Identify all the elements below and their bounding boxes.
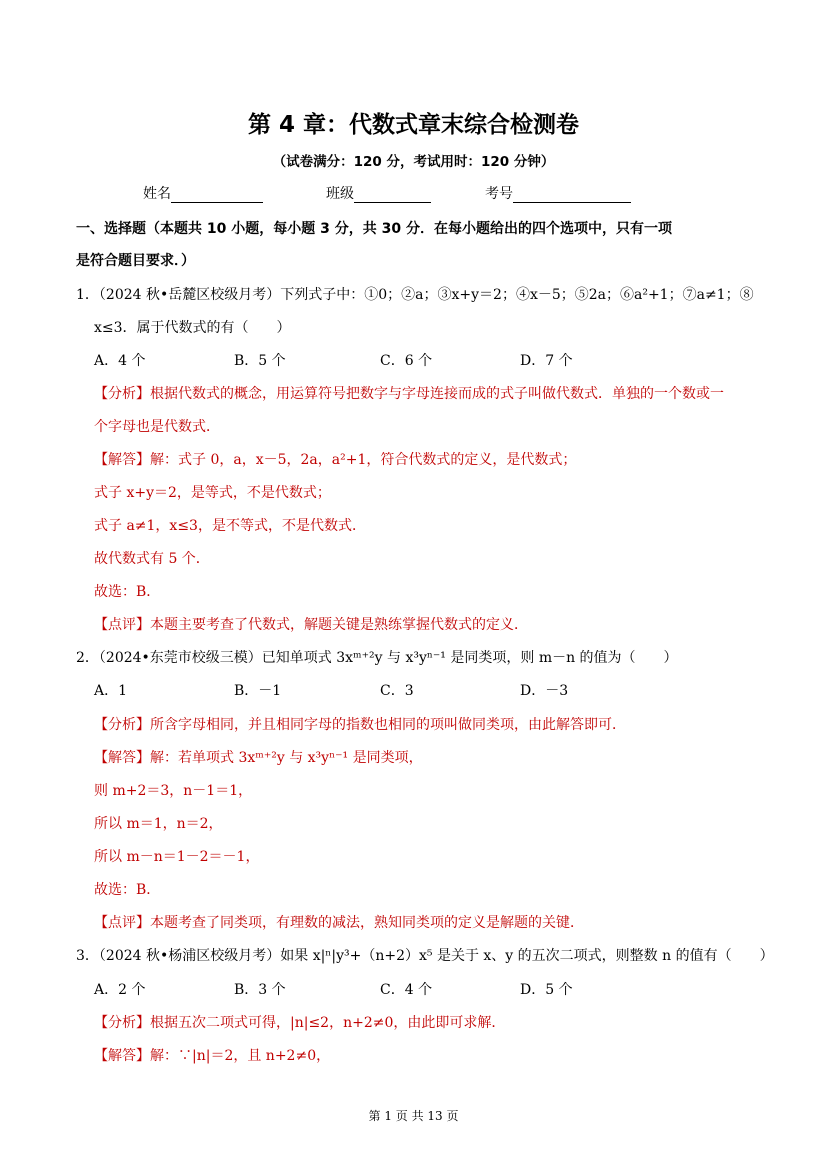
section-heading-line2: 是符合题目要求．） <box>76 253 195 269</box>
q3-analysis-line1: 【分析】根据五次二项式可得，|n|≤2，n+2≠0，由此即可求解． <box>94 1015 506 1031</box>
section-heading-line1: 一、选择题（本题共 10 小题，每小题 3 分，共 30 分．在每小题给出的四个选项中，只有一项 <box>76 221 672 237</box>
number-blank <box>513 186 631 203</box>
q1-option-a: A．4 个 <box>94 353 146 369</box>
q1-solution-line1: 【解答】解：式子 0，a，x－5，2a，a²+1，符合代数式的定义，是代数式； <box>94 452 577 468</box>
q1-solution-line3: 式子 a≠1，x≤3，是不等式，不是代数式． <box>94 518 366 534</box>
q1-option-d: D．7 个 <box>520 353 573 369</box>
q1-option-c: C．6 个 <box>380 353 433 369</box>
class-blank <box>354 186 431 203</box>
q3-solution-line1: 【解答】解：∵|n|＝2，且 n+2≠0， <box>94 1048 331 1064</box>
q1-solution-line2: 式子 x+y＝2，是等式，不是代数式； <box>94 485 331 501</box>
q2-option-d: D．－3 <box>520 683 569 699</box>
q3-stem-line1: 3．（2024 秋•杨浦区校级月考）如果 x|ⁿ|y³+（n+2）x⁵ 是关于 x、y 的五次二项式，则整数 n 的值有（ ） <box>76 948 774 964</box>
q2-stem-line1: 2．（2024•东莞市校级三模）已知单项式 3xᵐ⁺²y 与 x³yⁿ⁻¹ 是同类项，则 m－n 的值为（ ） <box>76 650 678 666</box>
number-label: 考号 <box>485 186 513 202</box>
page-title: 第 4 章：代数式章末综合检测卷 <box>247 112 580 138</box>
q3-option-b: B．3 个 <box>234 982 286 998</box>
q2-option-b: B．－1 <box>234 683 282 699</box>
class-label: 班级 <box>326 186 354 202</box>
q2-comment: 【点评】本题考查了同类项，有理数的减法，熟知同类项的定义是解题的关键． <box>94 915 584 931</box>
q2-analysis-line1: 【分析】所含字母相同，并且相同字母的指数也相同的项叫做同类项，由此解答即可． <box>94 717 626 733</box>
exam-subtitle: （试卷满分：120 分，考试用时：120 分钟） <box>272 154 555 170</box>
name-field <box>143 183 263 203</box>
q2-solution-line1: 【解答】解：若单项式 3xᵐ⁺²y 与 x³yⁿ⁻¹ 是同类项， <box>94 750 423 766</box>
q1-analysis-line1: 【分析】根据代数式的概念，用运算符号把数字与字母连接而成的式子叫做代数式．单独的一个数或一 <box>94 386 724 402</box>
q3-option-c: C．4 个 <box>380 982 433 998</box>
q1-analysis-line2: 个字母也是代数式． <box>94 419 220 435</box>
name-blank <box>171 186 263 203</box>
page-footer: 第 1 页 共 13 页 <box>368 1109 459 1123</box>
q1-stem-line1: 1．（2024 秋•岳麓区校级月考）下列式子中：①0；②a；③x+y＝2；④x－5；⑤2a；⑥a²+1；⑦a≠1；⑧ <box>76 287 754 303</box>
q1-solution-line4: 故代数式有 5 个． <box>94 551 210 567</box>
q3-option-d: D．5 个 <box>520 982 573 998</box>
name-label: 姓名 <box>143 186 171 202</box>
number-field <box>485 183 631 203</box>
q1-solution-line5: 故选：B． <box>94 584 161 600</box>
q2-option-c: C．3 <box>380 683 414 699</box>
q2-solution-line3: 所以 m＝1，n＝2， <box>94 816 223 832</box>
q2-solution-line2: 则 m+2＝3，n－1＝1， <box>94 783 253 799</box>
q1-comment: 【点评】本题主要考查了代数式，解题关键是熟练掌握代数式的定义． <box>94 617 528 633</box>
q2-solution-line4: 所以 m－n＝1－2＝－1， <box>94 849 260 865</box>
q1-stem-line2: x≤3．属于代数式的有（ ） <box>94 320 291 336</box>
q1-option-b: B．5 个 <box>234 353 286 369</box>
q2-solution-line5: 故选：B． <box>94 882 161 898</box>
q3-option-a: A．2 个 <box>94 982 146 998</box>
q2-option-a: A．1 <box>94 683 128 699</box>
class-field <box>326 183 431 203</box>
